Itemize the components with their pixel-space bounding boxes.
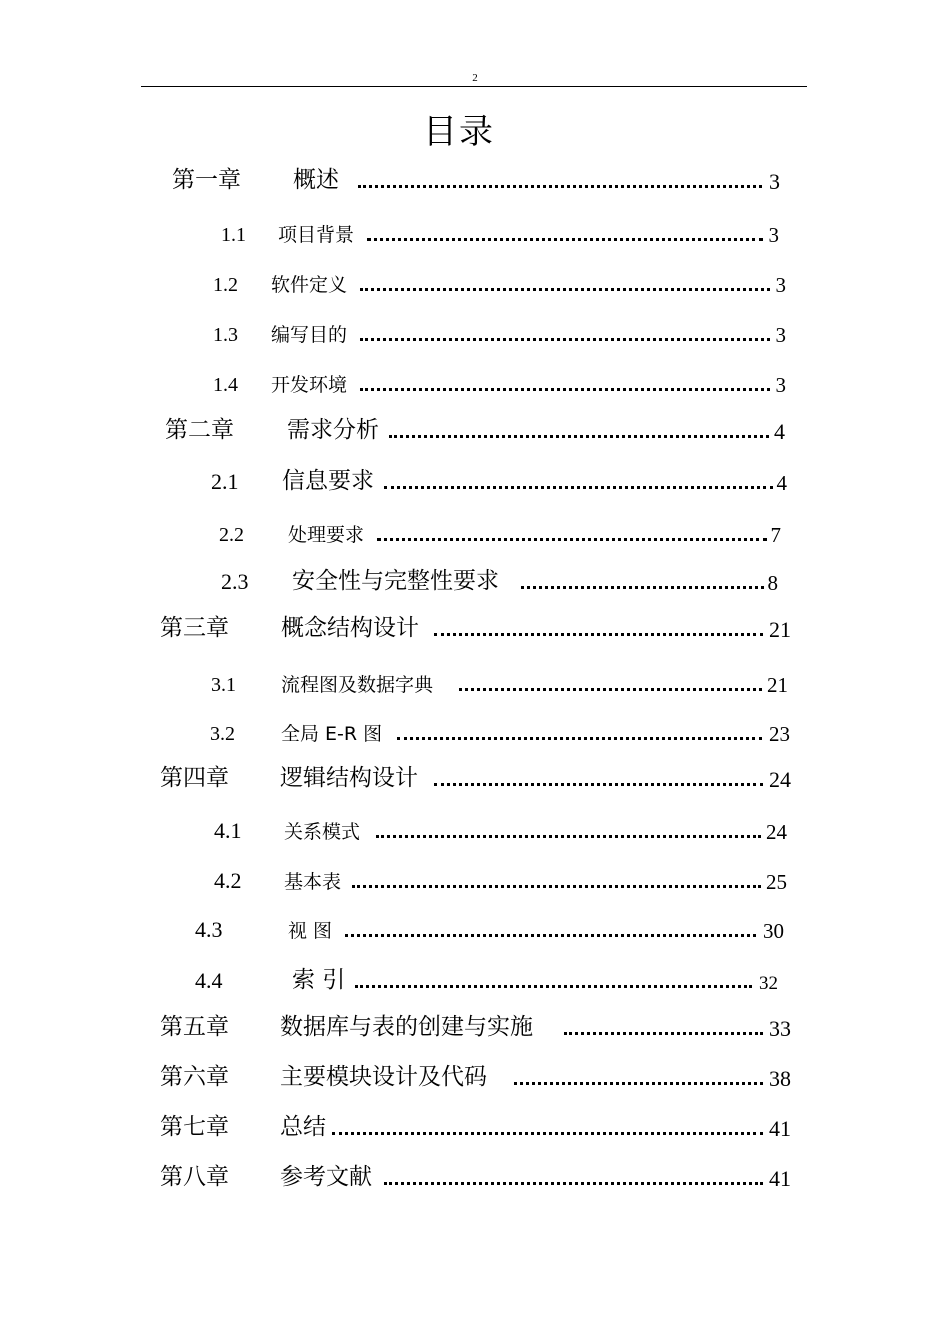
toc-entry-number: 4.2 bbox=[214, 868, 242, 893]
toc-entry-page: 41 bbox=[769, 1116, 791, 1141]
toc-entry-page: 32 bbox=[759, 973, 778, 994]
toc-entry-number: 第六章 bbox=[160, 1064, 229, 1090]
toc-dot-leader bbox=[360, 338, 770, 341]
toc-dot-leader bbox=[376, 835, 761, 838]
toc-entry-number: 1.3 bbox=[213, 324, 238, 346]
toc-dot-leader bbox=[434, 783, 763, 786]
toc-entry-label: 信息要求 bbox=[282, 468, 374, 494]
toc-entry-number: 2.2 bbox=[219, 524, 244, 546]
toc-entry-label: 流程图及数据字典 bbox=[281, 674, 434, 696]
toc-entry-label: 开发环境 bbox=[271, 374, 348, 396]
toc-entry-label: 视 图 bbox=[288, 920, 333, 942]
toc-entry-number: 3.1 bbox=[211, 674, 236, 696]
toc-dot-leader bbox=[434, 633, 763, 636]
toc-entry-number: 1.4 bbox=[213, 374, 238, 396]
toc-entry-label: 索 引 bbox=[292, 967, 346, 993]
toc-dot-leader bbox=[360, 288, 770, 291]
toc-title: 目录 bbox=[423, 112, 495, 152]
toc-entry-section-1-3[interactable] bbox=[213, 319, 786, 349]
toc-dot-leader bbox=[345, 934, 756, 937]
toc-dot-leader bbox=[355, 985, 752, 988]
toc-entry-section-4-2[interactable] bbox=[214, 866, 787, 896]
toc-entry-number: 4.1 bbox=[214, 818, 242, 843]
toc-entry-page: 24 bbox=[769, 767, 791, 792]
toc-dot-leader bbox=[397, 737, 762, 740]
toc-entry-page: 24 bbox=[766, 820, 787, 844]
toc-entry-page: 33 bbox=[769, 1016, 791, 1041]
toc-entry-chapter-5[interactable] bbox=[160, 1013, 791, 1043]
toc-entry-page: 30 bbox=[763, 919, 784, 943]
toc-entry-chapter-3[interactable] bbox=[160, 614, 791, 644]
toc-dot-leader bbox=[360, 388, 770, 391]
toc-entry-section-2-1[interactable] bbox=[211, 467, 787, 497]
toc-entry-number: 第七章 bbox=[160, 1114, 229, 1140]
toc-dot-leader bbox=[389, 435, 769, 438]
toc-entry-section-4-4[interactable] bbox=[195, 966, 778, 996]
toc-dot-leader bbox=[384, 1182, 763, 1185]
toc-entry-number: 4.4 bbox=[195, 968, 223, 993]
toc-entry-label: 安全性与完整性要求 bbox=[292, 568, 499, 594]
toc-entry-number: 第五章 bbox=[160, 1014, 229, 1040]
toc-entry-section-3-2[interactable] bbox=[210, 718, 790, 748]
toc-entry-section-2-3[interactable] bbox=[221, 567, 778, 597]
toc-entry-number: 第三章 bbox=[160, 615, 229, 641]
toc-entry-chapter-7[interactable] bbox=[160, 1113, 791, 1143]
toc-dot-leader bbox=[459, 688, 762, 691]
toc-entry-label: 全局 E-R 图 bbox=[281, 723, 383, 745]
toc-dot-leader bbox=[514, 1082, 763, 1085]
toc-entry-number: 2.1 bbox=[211, 469, 239, 494]
toc-entry-number: 1.2 bbox=[213, 274, 238, 296]
toc-entry-page: 3 bbox=[768, 223, 779, 247]
header-rule bbox=[141, 86, 807, 87]
toc-entry-page: 38 bbox=[769, 1066, 791, 1091]
toc-entry-section-1-2[interactable] bbox=[213, 269, 786, 299]
toc-entry-page: 23 bbox=[769, 722, 790, 746]
toc-entry-number: 2.3 bbox=[221, 569, 249, 594]
toc-entry-page: 3 bbox=[775, 373, 786, 397]
toc-entry-number: 第八章 bbox=[160, 1164, 229, 1190]
toc-dot-leader bbox=[352, 885, 761, 888]
toc-entry-label: 数据库与表的创建与实施 bbox=[280, 1014, 533, 1040]
toc-entry-section-4-3[interactable] bbox=[195, 915, 784, 945]
toc-entry-chapter-1[interactable] bbox=[172, 166, 780, 196]
toc-dot-leader bbox=[367, 238, 763, 241]
toc-entry-section-2-2[interactable] bbox=[219, 519, 781, 549]
toc-entry-label: 逻辑结构设计 bbox=[280, 765, 418, 791]
toc-entry-section-3-1[interactable] bbox=[211, 669, 788, 699]
toc-entry-page: 25 bbox=[766, 870, 787, 894]
toc-dot-leader bbox=[384, 486, 773, 489]
toc-entry-label: 参考文献 bbox=[280, 1164, 372, 1190]
toc-entry-label: 需求分析 bbox=[287, 417, 379, 443]
toc-entry-label: 编写目的 bbox=[271, 324, 348, 346]
toc-entry-number: 3.2 bbox=[210, 723, 235, 745]
toc-dot-leader bbox=[377, 538, 767, 541]
toc-entry-label: 主要模块设计及代码 bbox=[280, 1064, 487, 1090]
toc-entry-page: 21 bbox=[769, 617, 791, 642]
toc-entry-label: 软件定义 bbox=[271, 274, 348, 296]
toc-dot-leader bbox=[521, 586, 764, 589]
toc-entry-page: 4 bbox=[774, 419, 785, 444]
toc-entry-number: 4.3 bbox=[195, 917, 223, 942]
toc-dot-leader bbox=[332, 1132, 763, 1135]
toc-entry-page: 8 bbox=[767, 571, 778, 595]
toc-dot-leader bbox=[564, 1032, 763, 1035]
toc-entry-label: 概念结构设计 bbox=[281, 615, 419, 641]
toc-entry-chapter-6[interactable] bbox=[160, 1063, 791, 1093]
toc-entry-page: 41 bbox=[769, 1166, 791, 1191]
toc-entry-number: 1.1 bbox=[221, 224, 246, 246]
toc-entry-page: 7 bbox=[770, 523, 781, 547]
page-number: 2 bbox=[472, 72, 478, 84]
toc-entry-page: 3 bbox=[775, 323, 786, 347]
toc-entry-chapter-2[interactable] bbox=[165, 416, 785, 446]
toc-entry-label: 总结 bbox=[280, 1114, 326, 1140]
toc-entry-section-4-1[interactable] bbox=[214, 816, 787, 846]
toc-entry-section-1-1[interactable] bbox=[221, 219, 779, 249]
toc-entry-section-1-4[interactable] bbox=[213, 369, 786, 399]
toc-entry-page: 4 bbox=[776, 471, 787, 495]
toc-entry-page: 3 bbox=[775, 273, 786, 297]
toc-entry-number: 第二章 bbox=[165, 417, 234, 443]
toc-entry-label: 处理要求 bbox=[288, 524, 365, 546]
toc-entry-label: 基本表 bbox=[284, 871, 342, 893]
toc-entry-page: 21 bbox=[767, 673, 788, 697]
toc-entry-page: 3 bbox=[769, 169, 780, 194]
toc-entry-chapter-4[interactable] bbox=[160, 764, 791, 794]
toc-entry-label: 关系模式 bbox=[284, 821, 361, 843]
toc-entry-label: 项目背景 bbox=[278, 224, 355, 246]
toc-entry-label: 概述 bbox=[293, 167, 339, 193]
toc-dot-leader bbox=[358, 185, 762, 188]
toc-entry-chapter-8[interactable] bbox=[160, 1163, 791, 1193]
toc-entry-number: 第四章 bbox=[160, 765, 229, 791]
toc-entry-number: 第一章 bbox=[172, 167, 241, 193]
